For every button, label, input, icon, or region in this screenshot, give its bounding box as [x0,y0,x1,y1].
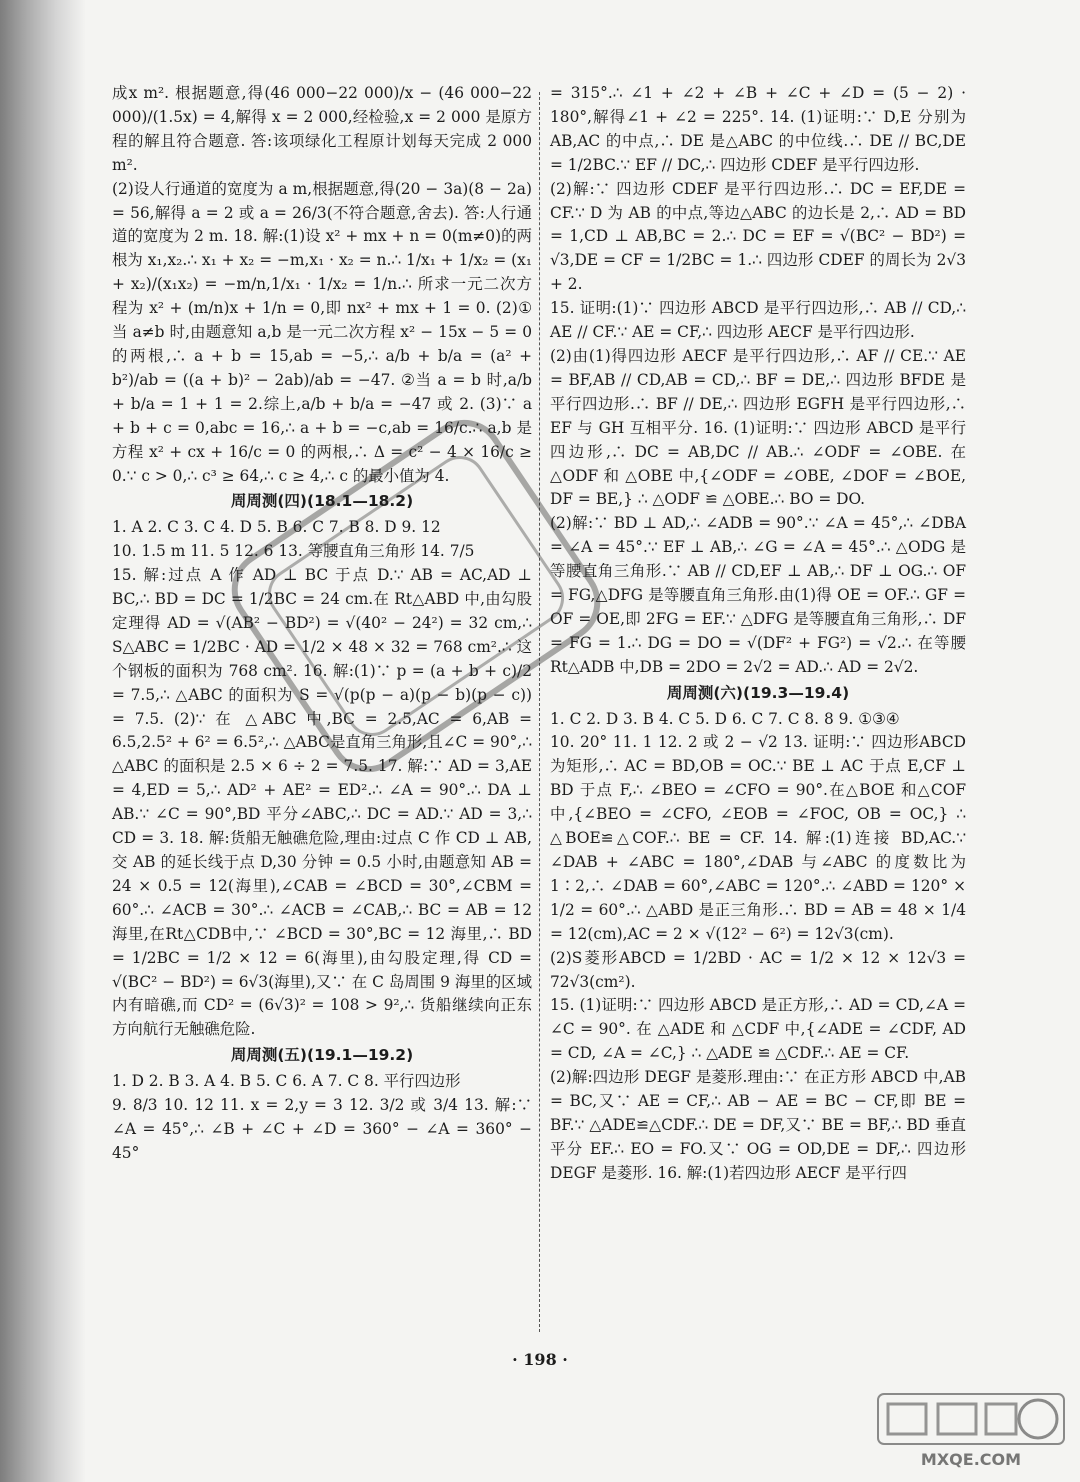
answer-paragraph: 1. C 2. D 3. B 4. C 5. D 6. C 7. C 8. 8 9. ①③④ [550,709,900,728]
answer-paragraph: 15. 证明:(1)∵ 四边形 ABCD 是平行四边形,∴ AB // CD,∴ AE // CF.∵ AE = CF,∴ 四边形 AECF 是平行四边形. [550,299,966,342]
site-logo [876,1392,1066,1472]
right-text-column [550,82,966,1186]
answer-paragraph: 1. A 2. C 3. C 4. D 5. B 6. C 7. B 8. D 9. 12 [112,518,441,537]
answer-paragraph: 成x m². 根据题意,得(46 000−22 000)/x − (46 000−22 000)/(1.5x) = 4,解得 x = 2 000,经检验,x = 2 000 是原方程的解且符合题意. 答:该项绿化工程原计划每天完成 2 000 m². [112,84,532,174]
answer-paragraph: = 315°.∴ ∠1 + ∠2 + ∠B + ∠C + ∠D = (5 − 2) · 180°,解得∠1 + ∠2 = 225°. 14. (1)证明:∵ D,E 分别为 AB,AC 的中点,∴ DE 是△ABC 的中位线.∴ DE // BC,DE = 1/2BC.∵ EF // DC,∴ 四边形 CDEF 是平行四边形. [550,84,966,174]
answer-paragraph: (2)S菱形ABCD = 1/2BD · AC = 1/2 × 12 × 12√3 = 72√3(cm²). [550,948,966,991]
answer-paragraph: 10. 1.5 m 11. 5 12. 6 13. 等腰直角三角形 14. 7/5 [112,542,475,561]
page-binding-shadow [0,0,86,1482]
answer-paragraph: (2)由(1)得四边形 AECF 是平行四边形,∴ AF // CE.∵ AE = BF,AB // CD,AB = CD,∴ BF = DE,∴ 四边形 BFDE 是平行四边形.∴ BF // DE,∴ 四边形 EGFH 是平行四边形,∴ EF 与 GH 互相平分. 16. (1)证明:∵ 四边形 ABCD 是平行四边形,∴ DC = AB,DC // AB.∴ ∠ODF = ∠OBE. 在 △ODF 和 △OBE 中,{∠ODF = ∠OBE, ∠DOF = ∠BOE, DF = BE,} ∴ △ODF ≌ △OBE.∴ BO = DO. [550,346,966,509]
section-title: 周周测(五)(19.1—19.2) [230,1046,414,1065]
answer-paragraph: 10. 20° 11. 1 12. 2 或 2 − √2 13. 证明:∵ 四边形ABCD 为矩形,∴ AC = BD,OB = OC.∵ BE ⊥ AC 于点 E,CF ⊥ BD 于点 F,∴ ∠BEO = ∠CFO = 90°.在△BOE 和△COF 中,{∠BEO = ∠CFO, ∠EOB = ∠FOC, OB = OC,} ∴ △BOE≌△COF.∴ BE = CF. 14. 解:(1)连接 BD,AC.∵ ∠DAB + ∠ABC = 180°,∠DAB 与∠ABC 的度数比为 1∶2,∴ ∠DAB = 60°,∠ABC = 120°.∴ ∠ABD = 120° × 1/2 = 60°.∴ △ABD 是正三角形.∴ BD = AB = 48 × 1/4 = 12(cm),AC = 2 × √(12² − 6²) = 12√3(cm). [550,733,966,943]
answer-paragraph: 15. (1)证明:∵ 四边形 ABCD 是正方形,∴ AD = CD,∠A = ∠C = 90°. 在 △ADE 和 △CDF 中,{∠ADE = ∠CDF, AD = CD, ∠A = ∠C,} ∴ △ADE ≌ △CDF.∴ AE = CF. [550,996,966,1063]
answer-paragraph: 9. 8/3 10. 12 11. x = 2,y = 3 12. 3/2 或 3/4 13. 解:∵ ∠A = 45°,∴ ∠B + ∠C + ∠D = 360° − ∠A = 360° − 45° [112,1096,532,1162]
answer-paragraph: (2)设人行通道的宽度为 a m,根据题意,得(20 − 3a)(8 − 2a) = 56,解得 a = 2 或 a = 26/3(不符合题意,舍去). 答:人行通道的宽度为 2 m. 18. 解:(1)设 x² + mx + n = 0(m≠0)的两根为 x₁,x₂.∴ x₁ + x₂ = −m,x₁ · x₂ = n.∴ 1/x₁ + 1/x₂ = (x₁ + x₂)/(x₁x₂) = −m/n,1/x₁ · 1/x₂ = 1/n.∴ 所求一元二次方程为 x² + (m/n)x + 1/n = 0,即 nx² + mx + 1 = 0. (2)①当 a≠b 时,由题意知 a,b 是一元二次方程 x² − 15x − 5 = 0 的两根,∴ a + b = 15,ab = −5,∴ a/b + b/a = (a² + b²)/ab = ((a + b)² − 2ab)/ab = −47. ②当 a = b 时,a/b + b/a = 1 + 1 = 2.综上,a/b + b/a = −47 或 2. (3)∵ a + b + c = 0,abc = 16,∴ a + b = −c,ab = 16/c.∴ a,b 是方程 x² + cx + 16/c = 0 的两根,∴ Δ = c² − 4 × 16/c ≥ 0.∵ c > 0,∴ c³ ≥ 64,∴ c ≥ 4,∴ c 的最小值为 4. [112,179,532,485]
answer-paragraph: 15. 解:过点 A 作 AD ⊥ BC 于点 D.∵ AB = AC,AD ⊥ BC,∴ BD = DC = 1/2BC = 24 cm.在 Rt△ABD 中,由勾股定理得 AD = √(AB² − BD²) = √(40² − 24²) = 32 cm,∴ S△ABC = 1/2BC · AD = 1/2 × 48 × 32 = 768 cm².∴ 这个钢板的面积为 768 cm². 16. 解:(1)∵ p = (a + b + c)/2 = 7.5,∴ △ABC 的面积为 S = √(p(p − a)(p − b)(p − c)) = 7.5. (2)∵ 在 △ABC 中,BC = 2.5,AC = 6,AB = 6.5,2.5² + 6² = 6.5²,∴ △ABC是直角三角形,且∠C = 90°,∴ △ABC 的面积是 2.5 × 6 ÷ 2 = 7.5. 17. 解:∵ AD = 3,AE = 4,ED = 5,∴ AD² + AE² = ED².∴ ∠A = 90°.∴ DA ⊥ AB.∵ ∠C = 90°,BD 平分∠ABC,∴ DC = AD.∵ AD = 3,∴ CD = 3. 18. 解:货船无触礁危险,理由:过点 C 作 CD ⊥ AB,交 AB 的延长线于点 D,30 分钟 = 0.5 小时,由题意知 AB = 24 × 0.5 = 12(海里),∠CAB = ∠BCD = 30°,∠CBM = 60°.∴ ∠ACB = 30°.∴ ∠ACB = ∠CAB,∴ BC = AB = 12 海里,在Rt△CDB中,∵ ∠BCD = 30°,BC = 12 海里,∴ BD = 1/2BC = 1/2 × 12 = 6(海里),由勾股定理,得 CD = √(BC² − BD²) = 6√3(海里),又∵ 在 C 岛周围 9 海里的区域内有暗礁,而 CD² = (6√3)² = 108 > 9²,∴ 货船继续向正东方向航行无触礁危险. [112,566,532,1039]
answer-paragraph: 1. D 2. B 3. A 4. B 5. C 6. A 7. C 8. 平行四边形 [112,1072,461,1091]
column-divider [539,92,540,1332]
answer-paragraph: (2)解:四边形 DEGF 是菱形.理由:∵ 在正方形 ABCD 中,AB = BC,又∵ AE = CF,∴ AB − AE = BC − CF,即 BE = BF.∵ △ADE≌△CDF.∴ DE = DF,又∵ BE = BF,∴ BD 垂直平分 EF.∴ EO = FO.又∵ OG = OD,DE = DF,∴ 四边形 DEGF 是菱形. 16. 解:(1)若四边形 AECF 是平行四 [550,1068,966,1182]
section-title: 周周测(六)(19.3—19.4) [666,683,850,702]
section-title: 周周测(四)(18.1—18.2) [230,492,414,511]
logo-url: MXQE.COM [920,1450,1022,1469]
page-number: · 198 · [512,1350,568,1369]
answer-paragraph: (2)解:∵ 四边形 CDEF 是平行四边形.∴ DC = EF,DE = CF.∵ D 为 AB 的中点,等边△ABC 的边长是 2,∴ AD = BD = 1,CD ⊥ AB,BC = 2.∴ DC = EF = √(BC² − BD²) = √3,DE = CF = 1/2BC = 1.∴ 四边形 CDEF 的周长为 2√3 + 2. [550,179,966,294]
answer-paragraph: (2)解:∵ BD ⊥ AD,∴ ∠ADB = 90°.∵ ∠A = 45°,∴ ∠DBA = ∠A = 45°.∵ EF ⊥ AB,∴ ∠G = ∠A = 45°.∴ △ODG 是等腰直角三角形.∵ AB // CD,EF ⊥ AB,∴ DF ⊥ OG.∴ OF = FG,△DFG 是等腰直角三角形.由(1)得 OE = OF.∴ GF = OF = OE,即 2FG = EF.∵ △DFG 是等腰直角三角形,∴ DF = FG = 1.∴ DG = DO = √(DF² + FG²) = √2.∴ 在等腰 Rt△ADB 中,DB = 2DO = 2√2 = AD.∴ AD = 2√2. [550,514,966,676]
